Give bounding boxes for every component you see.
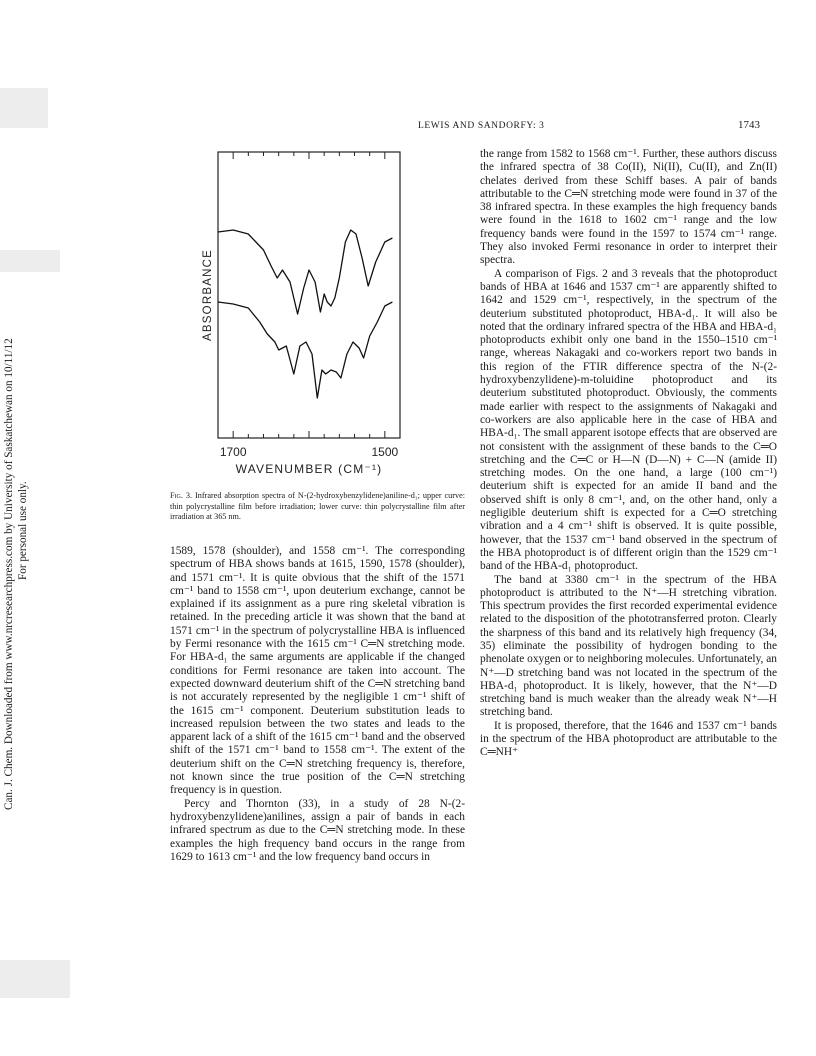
- left-column: [170, 545, 465, 864]
- caption-label: Fig. 3.: [170, 491, 193, 500]
- figure-3: [190, 140, 450, 480]
- scan-smudge: [0, 960, 70, 998]
- paragraph: 1589, 1578 (shoulder), and 1558 cm⁻¹. The corresponding spectrum of HBA shows bands at 1615, 1590, 1578 (shoulder), and 1571 cm⁻¹. It is quite obvious that the shift of the 1571 cm⁻¹ band to 1558 cm⁻¹, upon deuterium exchange, cannot be explained if its assignment as a pure ring skeletal vibration is retained. In the preceding article it was shown that the band at 1571 cm⁻¹ in the spectrum of polycrystalline HBA is influenced by Fermi resonance with the 1615 cm⁻¹ C═N stretching mode. For HBA-d₁ the same arguments are applicable if the changed conditions for Fermi resonance are taken into account. The expected downward deuterium shift of the C═N stretching band is not accurately represented by the negligible 1 cm⁻¹ shift of the 1615 cm⁻¹ component. Deuterium substitution leads to increased repulsion between the two states and leads to the apparent lack of a shift of the 1615 cm⁻¹ band and the observed shift of the 1571 cm⁻¹ band to 1558 cm⁻¹. The extent of the deuterium shift on the C═N stretching frequency is, therefore, not known since the true position of the C═N stretching frequency is in question.: [170, 545, 465, 797]
- paragraph: the range from 1582 to 1568 cm⁻¹. Further, these authors discuss the infrared spectra of 38 Co(II), Ni(II), Cu(II), and Zn(II) chelates derived from these Schiff bases. A pair of bands attributable to the C═N stretching mode were found in 37 of the 38 infrared spectra. In these examples the high frequency bands were found in the 1618 to 1602 cm⁻¹ range and the low frequency bands were found in the 1597 to 1574 cm⁻¹ range. They also invoked Fermi resonance in order to interpret their spectra.: [480, 148, 777, 267]
- spectrum-lower-curve: [218, 302, 392, 398]
- plot-frame: [218, 152, 400, 438]
- paragraph: Percy and Thornton (33), in a study of 28 N-(2-hydroxybenzylidene)anilines, assign a pair of bands in each infrared spectrum as due to the C═N stretching mode. In these examples the high frequency band occurs in the range from 1629 to 1613 cm⁻¹ and the low frequency band occurs in: [170, 797, 465, 863]
- right-column: [480, 148, 777, 760]
- running-head: LEWIS AND SANDORFY: 3: [418, 121, 545, 131]
- download-notice: [2, 250, 46, 810]
- x-tick-label: 1500: [371, 445, 399, 459]
- personal-use-notice: For personal use only.: [17, 481, 29, 580]
- page-number: 1743: [738, 119, 760, 131]
- download-notice-line: Can. J. Chem. Downloaded from www.nrcresearchpress.com by University of Saskatchewan on 10/11/12: [3, 338, 15, 810]
- paragraph: It is proposed, therefore, that the 1646 and 1537 cm⁻¹ bands in the spectrum of the HBA photoproduct are attributable to the C═NH⁺: [480, 719, 777, 759]
- y-axis-label: ABSORBANCE: [202, 249, 214, 341]
- scan-smudge: [0, 88, 48, 128]
- x-tick-label: 1700: [219, 445, 247, 459]
- figure-caption: [170, 491, 465, 523]
- paragraph: The band at 3380 cm⁻¹ in the spectrum of the HBA photoproduct is attributed to the N⁺—H stretching vibration. This spectrum provides the first recorded experimental evidence related to the disposition of the phototransferred proton. Clearly the sharpness of this band and its relatively high frequency (34, 35) eliminate the possibility of hydrogen bonding to the phenolate oxygen or to neighboring molecules. Unfortunately, an N⁺—D stretching band was not located in the spectrum of the HBA-d₁ photoproduct. It is likely, however, that the N⁺—D stretching band is much weaker than the already weak N⁺—H stretching band.: [480, 573, 777, 719]
- ir-spectrum-plot: [190, 140, 450, 480]
- paragraph: A comparison of Figs. 2 and 3 reveals that the photoproduct bands of HBA at 1646 and 1537 cm⁻¹ are apparently shifted to 1642 and 1529 cm⁻¹, respectively, in the spectrum of the deuterium substituted photoproduct, HBA-d₁. It will also be noted that the ordinary infrared spectra of the HBA and HBA-d₁ photoproducts exhibit only one band in the 1550–1510 cm⁻¹ range, whereas Nakagaki and co-workers report two bands in this region of the FTIR difference spectra of the N-(2-hydroxybenzylidene)-m-toluidine photoproduct and its deuterium substituted photoproduct. Obviously, the comments made earlier with respect to the assignments of Nakagaki and co-workers are also applicable here in the case of HBA and HBA-d₁. The small apparent isotope effects that are observed are not consistent with the assignment of these bands to the C═O stretching and the C═C or H—N (D—N) + C—N (amide II) stretching modes. On the one hand, a large (100 cm⁻¹) deuterium shift is expected for an amide II band and the observed shift is only 8 cm⁻¹, and, on the other hand, only a negligible deuterium shift is expected for a C═O stretching vibration and a 4 cm⁻¹ shift is observed. It is quite possible, however, that the 1537 cm⁻¹ band observed in the spectrum of the HBA photoproduct is of different origin than the 1529 cm⁻¹ band of the HBA-d₁ photoproduct.: [480, 267, 777, 573]
- x-axis-label: WAVENUMBER (CM⁻¹): [235, 462, 383, 476]
- caption-text: Infrared absorption spectra of N-(2-hydroxybenzylidene)aniline-d₁; upper curve: thin polycrystalline film before irradiation; lower curve: thin polycrystalline film after irradiation at 365 nm.: [170, 491, 465, 521]
- spectrum-upper-curve: [218, 230, 392, 314]
